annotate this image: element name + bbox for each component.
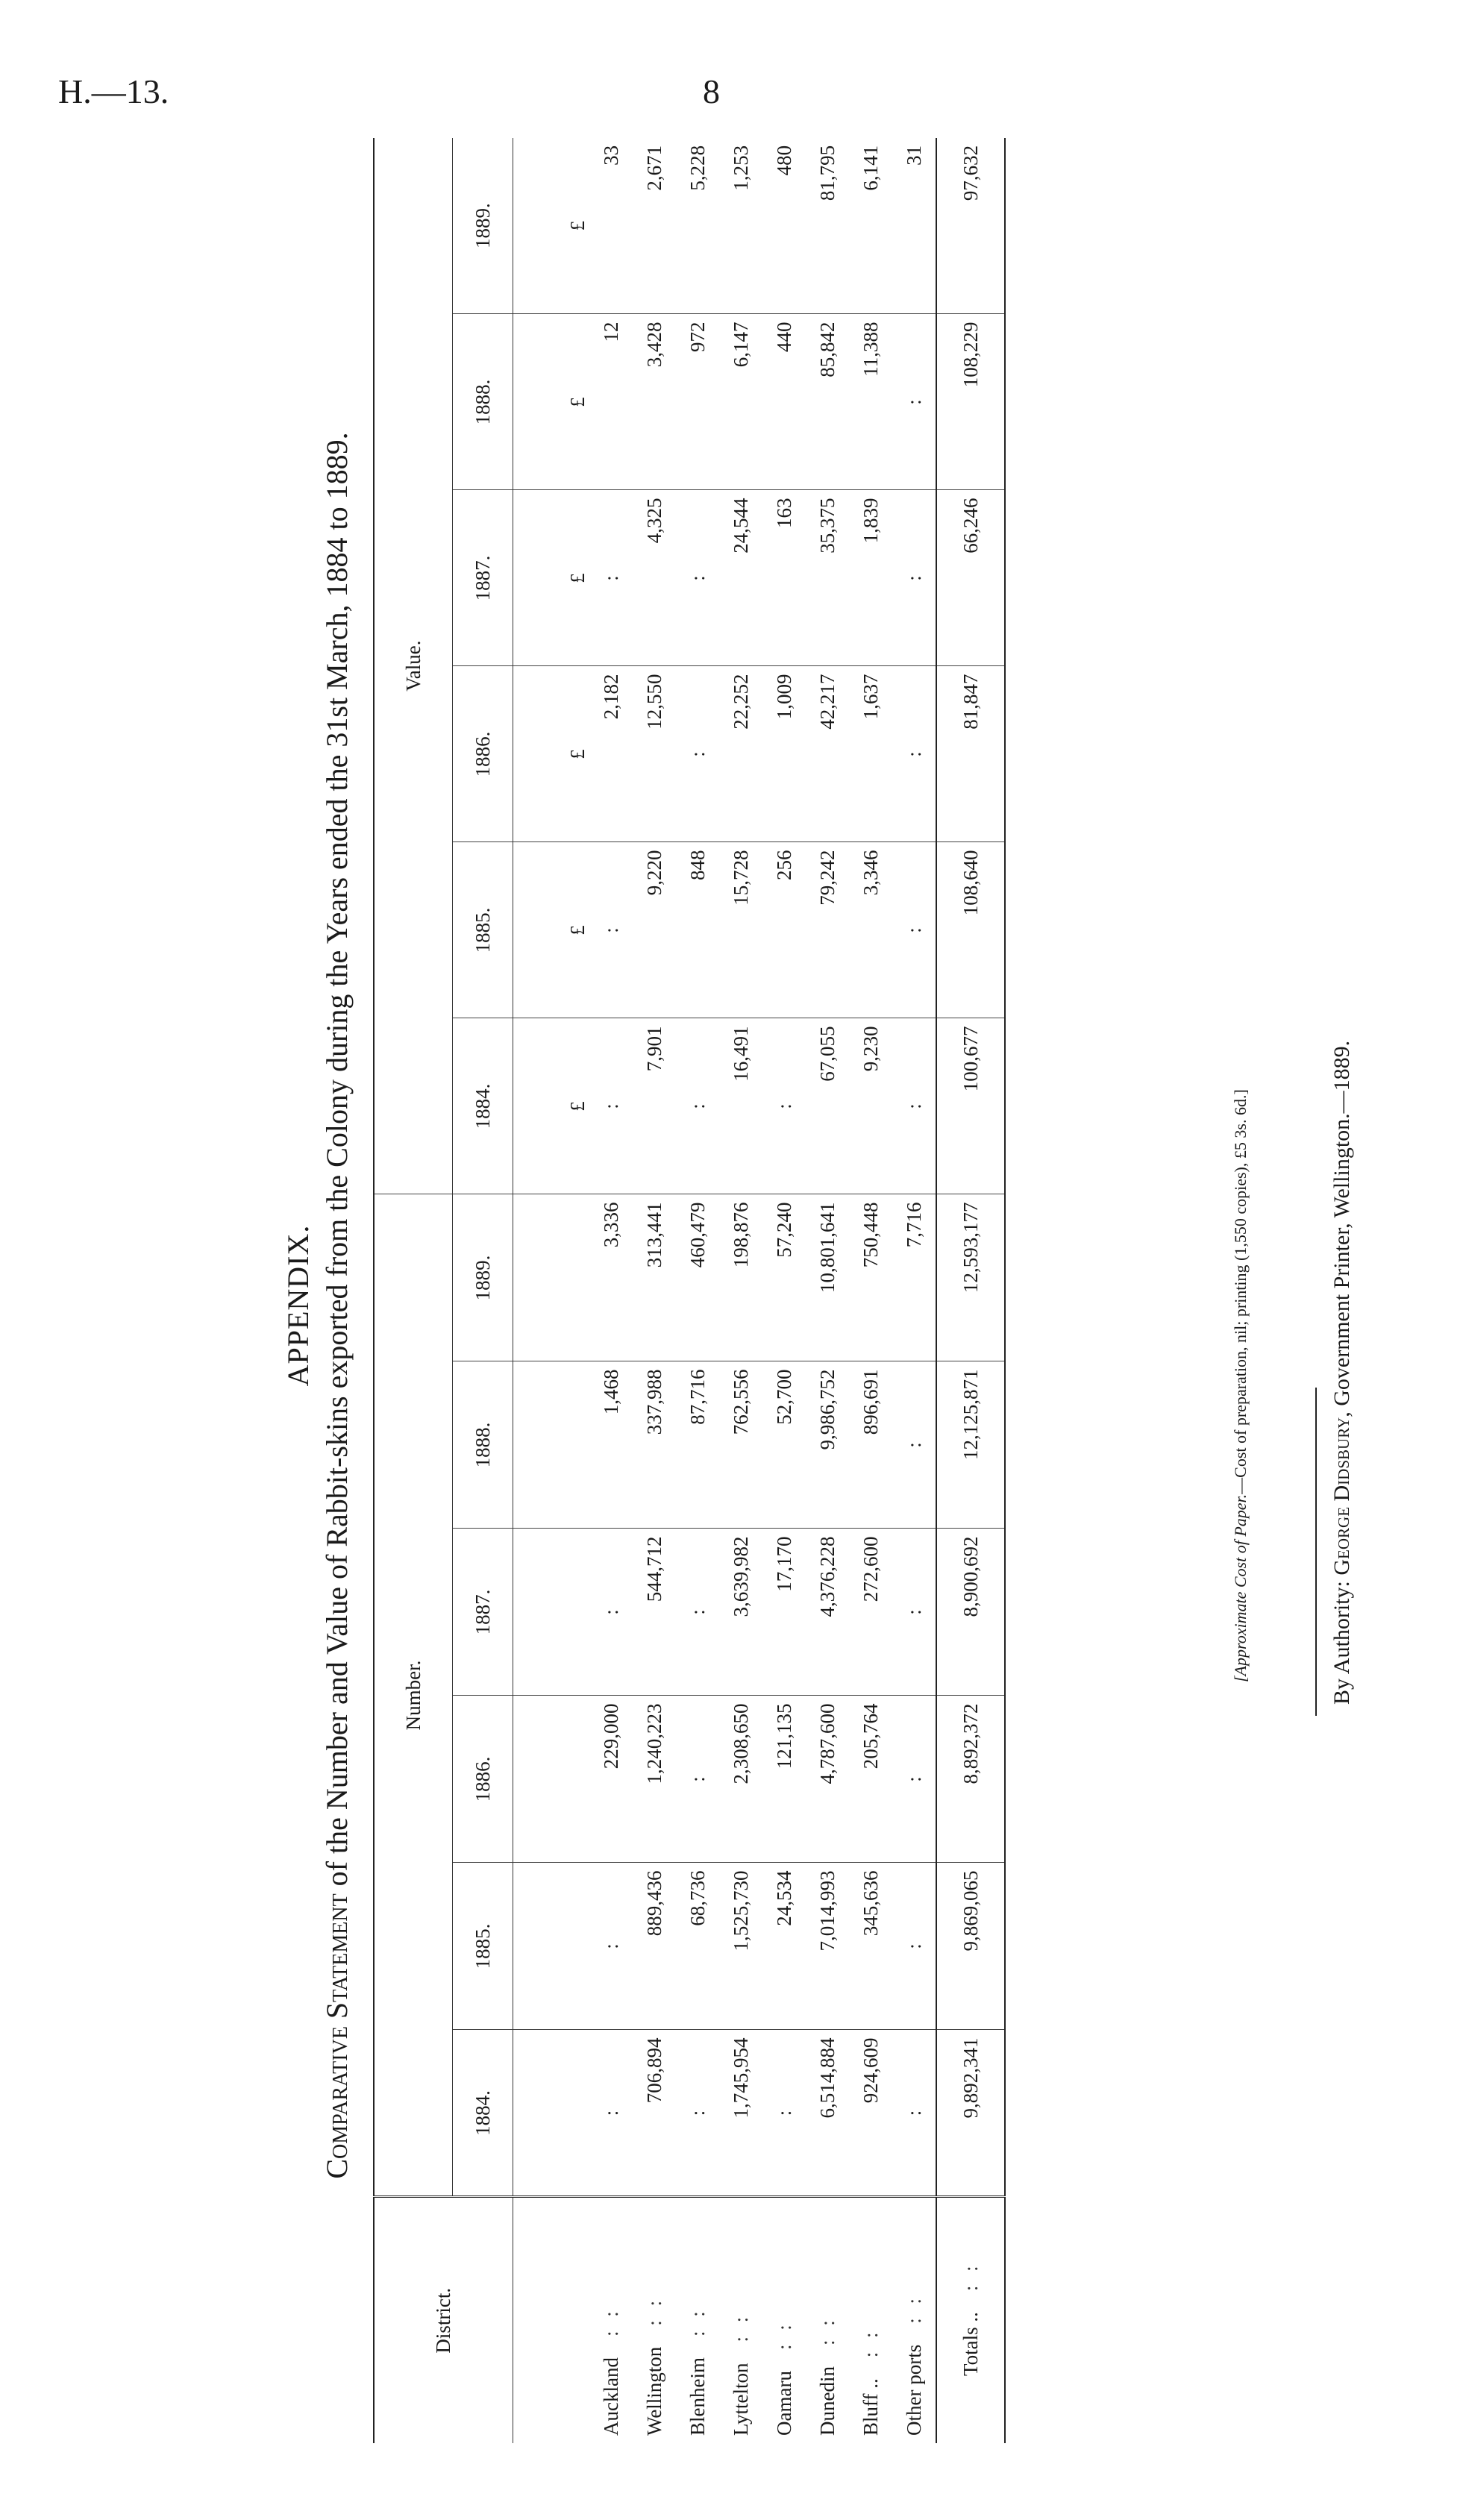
- number-cell: :: [676, 1529, 719, 1696]
- leader-dots: : :: [859, 2328, 882, 2358]
- value-cell: 31: [902, 145, 925, 166]
- appendix-heading: APPENDIX.: [281, 1224, 315, 1387]
- district-header: District.: [374, 2197, 513, 2443]
- total-value-cell: 66,246: [936, 490, 1005, 666]
- number-year-1887: 1887.: [453, 1529, 513, 1696]
- number-cell: 460,479: [676, 1194, 719, 1361]
- value-cell: 22,252: [719, 666, 762, 842]
- number-cell: :: [892, 1361, 936, 1529]
- cost-note: [1231, 1089, 1250, 1682]
- number-cell: 205,764: [849, 1696, 892, 1863]
- value-cell: 12: [589, 314, 633, 490]
- currency-row: [513, 138, 590, 2443]
- number-cell: 762,556: [719, 1361, 762, 1529]
- district-cell: [633, 2197, 676, 2443]
- district-name: Auckland: [599, 2357, 622, 2436]
- number-cell: 750,448: [849, 1194, 892, 1361]
- district-name: Other ports: [902, 2344, 925, 2436]
- value-cell: :: [676, 490, 719, 666]
- value-cell: 15,728: [719, 842, 762, 1018]
- district-cell: [849, 2197, 892, 2443]
- leader-dots: : :: [772, 2320, 795, 2351]
- value-cell: 480: [772, 145, 795, 176]
- leader-dots: : :: [599, 2307, 622, 2337]
- district-name: Bluff ..: [859, 2378, 882, 2436]
- imprint-name: George Didsbury: [1329, 1417, 1354, 1576]
- number-cell: 1,240,223: [633, 1696, 676, 1863]
- currency-symbol: £: [513, 1018, 590, 1194]
- value-cell: 256: [762, 842, 806, 1018]
- total-number-cell: 8,892,372: [936, 1696, 1005, 1863]
- value-cell: 12,550: [633, 666, 676, 842]
- number-cell: :: [676, 2030, 719, 2197]
- value-cell: 81,795: [815, 145, 839, 201]
- value-cell: 85,842: [806, 314, 849, 490]
- value-cell: 440: [762, 314, 806, 490]
- value-cell: :: [892, 1018, 936, 1194]
- value-cell: 163: [762, 490, 806, 666]
- caption-rest: of the Number and Value of Rabbit-skins exported from the Colony during the Years ended the 31st March, 1884 to 1889.: [320, 432, 354, 1894]
- district-name: Lyttelton: [729, 2363, 752, 2436]
- value-cell: 16,491: [719, 1018, 762, 1194]
- number-cell: :: [589, 1863, 633, 2030]
- value-year-1887: 1887.: [453, 490, 513, 666]
- table-row: [633, 138, 676, 2443]
- currency-spacer: [513, 1529, 590, 1696]
- value-cell: 2,671: [642, 145, 665, 191]
- value-year-1888: 1888.: [453, 314, 513, 490]
- value-cell: 67,055: [806, 1018, 849, 1194]
- value-cell: 1,253: [729, 145, 752, 191]
- page-code: H.—13.: [58, 72, 169, 110]
- value-cell: 11,388: [849, 314, 892, 490]
- number-cell: 1,525,730: [719, 1863, 762, 2030]
- currency-symbol: £: [513, 490, 590, 666]
- number-cell: 4,376,228: [806, 1529, 849, 1696]
- value-cell: 7,901: [633, 1018, 676, 1194]
- value-cell: 4,325: [633, 490, 676, 666]
- table-body: [513, 138, 1006, 2443]
- number-cell: 345,636: [849, 1863, 892, 2030]
- leader-dots: : :: [686, 2307, 709, 2337]
- number-cell: 9,986,752: [806, 1361, 849, 1529]
- total-number-cell: 12,593,177: [936, 1194, 1005, 1361]
- total-number-cell: 12,125,871: [936, 1361, 1005, 1529]
- number-cell: 7,014,993: [806, 1863, 849, 2030]
- caption-lead: Comparative Statement: [320, 1893, 354, 2179]
- value-cell: :: [676, 1018, 719, 1194]
- value-cell: 972: [676, 314, 719, 490]
- number-cell: 3,336: [589, 1194, 633, 1361]
- number-cell: 68,736: [676, 1863, 719, 2030]
- value-cell: 79,242: [806, 842, 849, 1018]
- cost-note-rest: —Cost of preparation, nil; printing (1,550 copies), £5 3s. 6d.]: [1231, 1089, 1250, 1494]
- leader-dots: : :: [642, 2295, 665, 2326]
- number-cell: :: [892, 1863, 936, 2030]
- number-cell: :: [589, 2030, 633, 2197]
- number-year-1885: 1885.: [453, 1863, 513, 2030]
- district-cell: [806, 2197, 849, 2443]
- value-cell: 1,009: [762, 666, 806, 842]
- number-cell: 3,639,982: [719, 1529, 762, 1696]
- value-cell: :: [892, 666, 936, 842]
- number-year-1888: 1888.: [453, 1361, 513, 1529]
- total-value-cell: 108,640: [936, 842, 1005, 1018]
- value-cell: 6,147: [719, 314, 762, 490]
- district-cell: [676, 2197, 719, 2443]
- value-cell: :: [589, 1018, 633, 1194]
- value-year-1886: 1886.: [453, 666, 513, 842]
- table-row: [849, 138, 892, 2443]
- total-value-cell: 108,229: [936, 314, 1005, 490]
- rabbit-skins-table: [373, 138, 1006, 2443]
- number-cell: :: [676, 1696, 719, 1863]
- number-year-1889: 1889.: [453, 1194, 513, 1361]
- number-cell: 924,609: [849, 2030, 892, 2197]
- number-cell: 889,436: [633, 1863, 676, 2030]
- value-cell: 1,637: [849, 666, 892, 842]
- rotated-table-block: [281, 127, 1027, 2484]
- value-cell: 3,428: [633, 314, 676, 490]
- number-cell: :: [892, 1529, 936, 1696]
- value-cell: 5,228: [686, 145, 709, 191]
- number-cell: 6,514,884: [806, 2030, 849, 2197]
- total-number-cell: 9,869,065: [936, 1863, 1005, 2030]
- district-cell: [589, 2197, 633, 2443]
- number-cell: 1,468: [589, 1361, 633, 1529]
- value-cell: :: [589, 490, 633, 666]
- table-row: [676, 138, 719, 2443]
- district-name: Oamaru: [772, 2371, 795, 2436]
- totals-label: Totals ..: [959, 2312, 982, 2376]
- value-cell: 9,230: [849, 1018, 892, 1194]
- table-row: [806, 138, 849, 2443]
- district-name: Blenheim: [686, 2357, 709, 2436]
- page-number: 8: [703, 72, 720, 110]
- printer-imprint: [1329, 1041, 1355, 1705]
- total-value-cell: 81,847: [936, 666, 1005, 842]
- value-cell: 24,544: [719, 490, 762, 666]
- value-cell: 6,141: [859, 145, 882, 191]
- table-row: [589, 138, 633, 2443]
- number-cell: 24,534: [762, 1863, 806, 2030]
- value-cell: :: [676, 666, 719, 842]
- table-caption: [319, 127, 354, 2484]
- table-row: [762, 138, 806, 2443]
- currency-symbol: £: [513, 842, 590, 1018]
- currency-spacer: [513, 1696, 590, 1863]
- value-cell: 2,182: [589, 666, 633, 842]
- number-cell: 4,787,600: [806, 1696, 849, 1863]
- total-number-cell: 9,892,341: [936, 2030, 1005, 2197]
- number-cell: 2,308,650: [719, 1696, 762, 1863]
- number-cell: 198,876: [719, 1194, 762, 1361]
- totals-row: [936, 138, 1005, 2443]
- value-year-1889: 1889.: [453, 138, 513, 314]
- district-cell: [719, 2197, 762, 2443]
- currency-spacer: [513, 1863, 590, 2030]
- value-cell: :: [892, 314, 936, 490]
- number-cell: 121,135: [762, 1696, 806, 1863]
- value-year-1885: 1885.: [453, 842, 513, 1018]
- value-cell: 3,346: [849, 842, 892, 1018]
- number-cell: 272,600: [849, 1529, 892, 1696]
- number-year-1884: 1884.: [453, 2030, 513, 2197]
- cost-note-italic: [Approximate Cost of Paper.: [1231, 1493, 1250, 1682]
- currency-symbol: £: [513, 314, 590, 490]
- number-cell: 229,000: [589, 1696, 633, 1863]
- total-value-cell: 100,677: [936, 1018, 1005, 1194]
- number-year-1886: 1886.: [453, 1696, 513, 1863]
- number-cell: 706,894: [633, 2030, 676, 2197]
- number-cell: 10,801,641: [806, 1194, 849, 1361]
- imprint-rest: , Government Printer, Wellington.—1889.: [1329, 1040, 1354, 1417]
- imprint-prefix: By Authority:: [1329, 1575, 1354, 1705]
- value-cell: 33: [599, 145, 622, 166]
- number-cell: :: [892, 2030, 936, 2197]
- value-year-1884: 1884.: [453, 1018, 513, 1194]
- number-cell: 896,691: [849, 1361, 892, 1529]
- number-cell: 57,240: [762, 1194, 806, 1361]
- currency-symbol: £: [513, 666, 590, 842]
- number-header: Number.: [374, 1194, 453, 2197]
- number-cell: 337,988: [633, 1361, 676, 1529]
- value-cell: 1,839: [849, 490, 892, 666]
- currency-row-label: [513, 2197, 590, 2443]
- currency-symbol: £: [566, 220, 589, 231]
- value-cell: :: [762, 1018, 806, 1194]
- leader-dots: : :: [815, 2316, 839, 2346]
- number-cell: 7,716: [892, 1194, 936, 1361]
- totals-label-cell: [936, 2197, 1005, 2443]
- number-cell: 544,712: [633, 1529, 676, 1696]
- table-row: [719, 138, 762, 2443]
- value-cell: 848: [676, 842, 719, 1018]
- number-cell: 1,745,954: [719, 2030, 762, 2197]
- leader-dots: : :: [959, 2261, 982, 2292]
- value-cell: 35,375: [806, 490, 849, 666]
- currency-spacer: [513, 1361, 590, 1529]
- leader-dots: : :: [902, 2294, 925, 2324]
- district-name: Wellington: [642, 2346, 665, 2436]
- value-cell: :: [589, 842, 633, 1018]
- total-number-cell: 8,900,692: [936, 1529, 1005, 1696]
- value-cell: 9,220: [633, 842, 676, 1018]
- number-cell: :: [589, 1529, 633, 1696]
- table-row: [892, 138, 936, 2443]
- number-cell: 17,170: [762, 1529, 806, 1696]
- value-header: Value.: [374, 138, 453, 1194]
- number-cell: 87,716: [676, 1361, 719, 1529]
- district-cell: [762, 2197, 806, 2443]
- leader-dots: : :: [729, 2312, 752, 2342]
- total-value-cell: 97,632: [936, 138, 1005, 314]
- district-name: Dunedin: [815, 2366, 839, 2436]
- currency-spacer: [513, 1194, 590, 1361]
- value-cell: :: [892, 842, 936, 1018]
- divider-rule: [1315, 1388, 1317, 1716]
- value-cell: :: [892, 490, 936, 666]
- number-cell: 313,441: [633, 1194, 676, 1361]
- currency-spacer: [513, 2030, 590, 2197]
- number-cell: 52,700: [762, 1361, 806, 1529]
- district-cell: [892, 2197, 936, 2443]
- number-cell: :: [762, 2030, 806, 2197]
- value-cell: 42,217: [806, 666, 849, 842]
- number-cell: :: [892, 1696, 936, 1863]
